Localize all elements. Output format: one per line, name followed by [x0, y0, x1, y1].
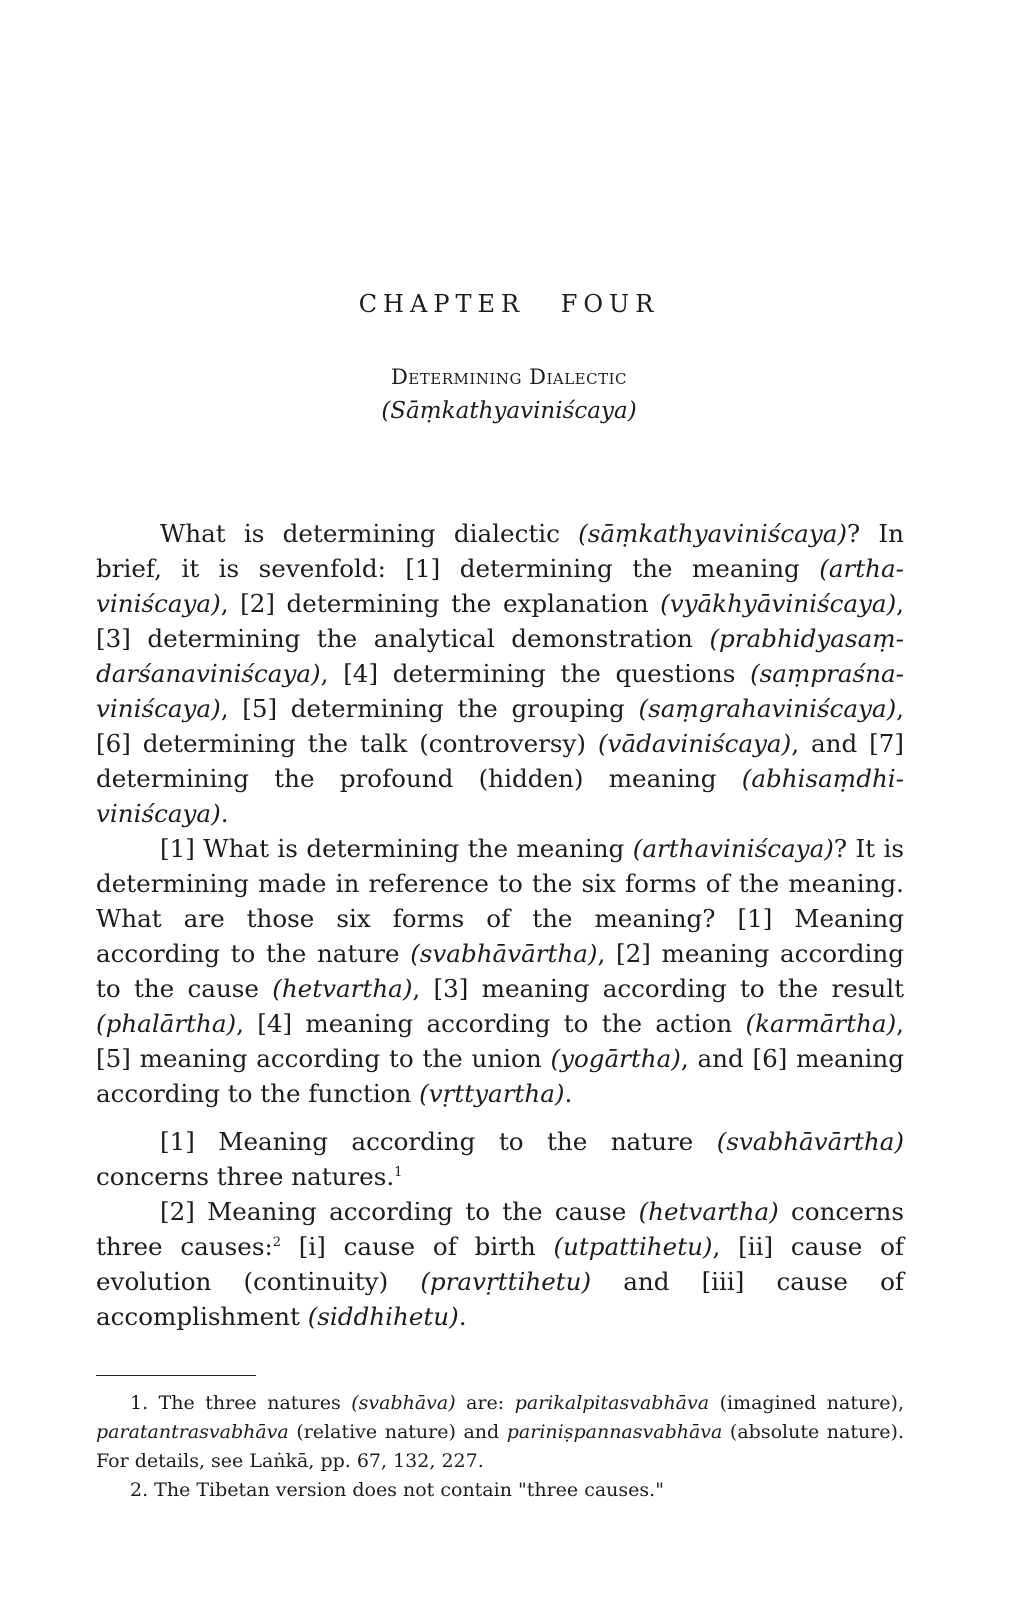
sanskrit-term: paratantrasvabhāva [96, 1421, 289, 1443]
text-run: , [2] meaning according to the cause [96, 939, 904, 1003]
sanskrit-term: (utpattihetu) [553, 1232, 713, 1261]
sanskrit-term: parikalpitasvabhāva [514, 1392, 710, 1414]
text-run: [1] Meaning according to the nature [160, 1127, 717, 1156]
text-run: [2] Meaning according to the cause [160, 1197, 639, 1226]
sanskrit-term: (svabhāvārtha) [716, 1127, 904, 1156]
paragraph-cause [96, 1194, 904, 1334]
text-run: concerns three natures. [96, 1162, 395, 1191]
sanskrit-term: (saṃgrahaviniścaya) [638, 694, 897, 723]
sanskrit-term: pariniṣpannasvabhāva [506, 1421, 723, 1443]
text-run: . [458, 1302, 467, 1331]
text-run: are: [455, 1392, 515, 1414]
text-run: concerns three causes: [96, 1197, 904, 1261]
sanskrit-term: (pravṛttihetu) [420, 1267, 592, 1296]
sanskrit-term: (phalārtha) [96, 1009, 237, 1038]
paragraph-intro [96, 516, 904, 831]
text-run: , [3] determining the analytical demonstration [96, 589, 904, 653]
text-run: [i] cause of birth [281, 1232, 554, 1261]
footnote-1 [96, 1389, 904, 1476]
text-run: , [ii] cause of evolution (continuity) [96, 1232, 904, 1296]
text-run: , [3] meaning according to the result [412, 974, 905, 1003]
sanskrit-term: (yogārtha) [550, 1044, 681, 1073]
section-title-sanskrit: (Sāṃkathyaviniścaya) [381, 398, 637, 424]
sanskrit-term: (hetvartha) [638, 1197, 779, 1226]
sanskrit-term: (karmārtha) [745, 1009, 897, 1038]
text-run: and [iii] cause of accomplishment [96, 1267, 905, 1331]
text-run: ? It is determining made in reference to the six forms of the meaning. What are those six forms of the meaning? [1] Meaning according to the nature [96, 834, 904, 968]
text-run: ? In brief, it is sevenfold: [1] determining the meaning [96, 519, 904, 583]
footnote-number: 1. [130, 1392, 149, 1414]
text-run: , [5] determining the grouping [220, 694, 639, 723]
sanskrit-term: (hetvartha) [272, 974, 413, 1003]
sanskrit-term: (vyākhyāviniścaya) [660, 589, 897, 618]
text-run: The three natures [148, 1392, 352, 1414]
sanskrit-term: (vṛttyartha) [419, 1079, 565, 1108]
text-run: , [4] meaning according to the action [236, 1009, 746, 1038]
chapter-heading: CHAPTER FOUR [358, 290, 660, 318]
text-run: (imagined nature), [709, 1392, 904, 1414]
text-run: The Tibetan version does not contain "three causes." [148, 1479, 664, 1501]
sanskrit-term: (svabhāva) [351, 1392, 456, 1414]
sanskrit-term: (sāṃkathyaviniścaya) [578, 519, 847, 548]
footnote-ref: 2 [272, 1235, 282, 1250]
sanskrit-term: (prabhidyasaṃ-darśanaviniścaya) [96, 624, 904, 688]
sanskrit-term: (abhisaṃdhi-viniścaya) [96, 764, 904, 828]
sanskrit-term: (svabhāvārtha) [410, 939, 598, 968]
body-text [96, 516, 904, 1334]
text-run: . [564, 1079, 573, 1108]
sanskrit-term: (arthaviniścaya) [632, 834, 834, 863]
sanskrit-term: (saṃpraśna-viniścaya) [96, 659, 904, 723]
sanskrit-term: (vādaviniścaya) [597, 729, 792, 758]
footnote-ref: 1 [394, 1165, 403, 1180]
sanskrit-term: (artha-viniścaya) [96, 554, 904, 618]
text-run: , and [7] determining the profound (hidden) meaning [96, 729, 904, 793]
text-run: , [5] meaning according to the union [96, 1009, 904, 1073]
text-run: (relative nature) and [288, 1421, 507, 1443]
paragraph-nature [96, 1124, 904, 1194]
section-title: Determining Dialectic [390, 365, 628, 389]
text-run: , [6] determining the talk (controversy) [96, 694, 904, 758]
text-run: [1] What is determining the meaning [160, 834, 633, 863]
footnote-number: 2. [130, 1479, 149, 1501]
text-run: , [4] determining the questions [320, 659, 751, 688]
paragraph-meaning [96, 831, 904, 1111]
sanskrit-term: (siddhihetu) [307, 1302, 459, 1331]
text-run: What is determining dialectic [160, 519, 579, 548]
footnote-2 [96, 1476, 904, 1505]
footnote-divider [96, 1375, 256, 1376]
text-run: , and [6] meaning according to the function [96, 1044, 904, 1108]
footnotes [96, 1389, 904, 1505]
text-run: (absolute nature). For details, see Laṅkā, pp. 67, 132, 227. [96, 1421, 904, 1472]
text-run: . [220, 799, 229, 828]
text-run: , [2] determining the explanation [220, 589, 661, 618]
